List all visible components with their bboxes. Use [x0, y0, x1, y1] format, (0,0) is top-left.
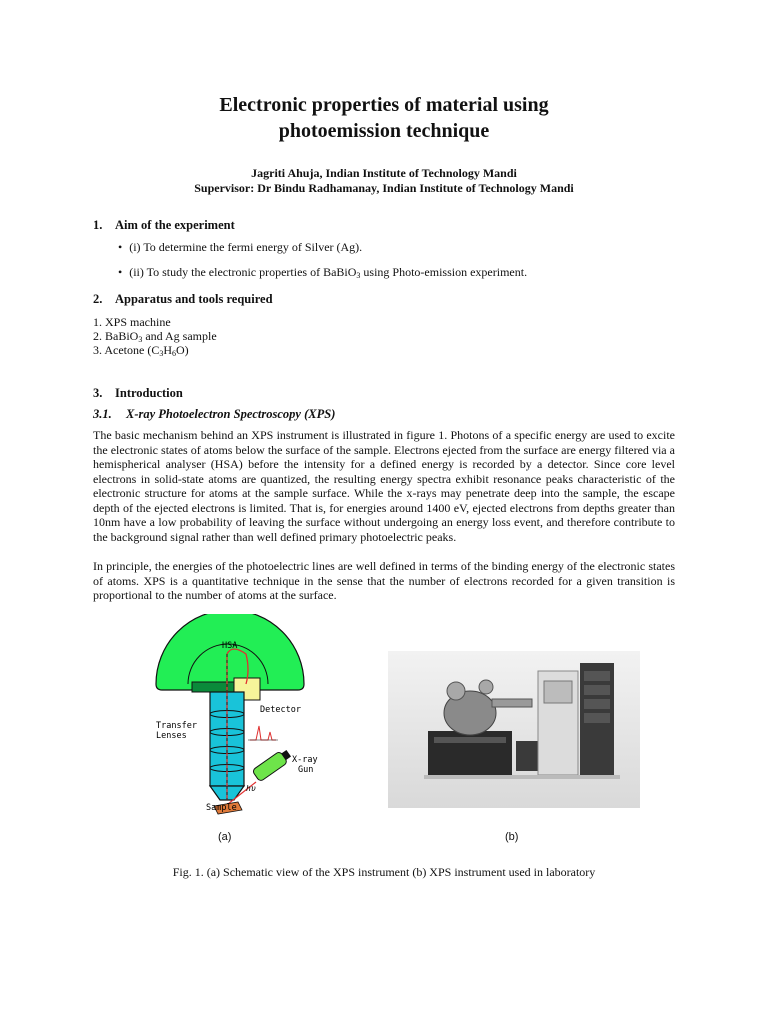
hsa-label: HSA [222, 641, 238, 651]
author-line: Jagriti Ahuja, Indian Institute of Technology Mandi [251, 166, 517, 180]
figure-a-label: (a) [218, 831, 232, 843]
apparatus-list [93, 315, 217, 357]
chamber-flange [447, 682, 465, 700]
author-block [0, 166, 768, 196]
section-heading [93, 386, 183, 401]
section-number: 2. [93, 292, 103, 306]
title-line-1: Electronic properties of material using [219, 94, 549, 116]
section-heading [93, 292, 273, 307]
xps-schematic-figure [128, 614, 332, 850]
sample-label: Sample [206, 803, 237, 813]
gun-label: Gun [298, 765, 314, 775]
list-item: 2. BaBiO$_3$ and Ag sample [93, 329, 217, 344]
rack-unit [584, 699, 610, 709]
list-item [118, 240, 362, 255]
detector-label: Detector [260, 705, 301, 715]
xray-label: X-ray [292, 755, 318, 765]
figure-b-label: (b) [505, 831, 519, 843]
list-item: 3. Acetone $(C_3H_6O)$ [93, 343, 189, 358]
section-title: Aim of the experiment [115, 218, 235, 232]
subsection-title: X-ray Photoelectron Spectroscopy (XPS) [126, 407, 336, 421]
section-title: Apparatus and tools required [115, 292, 273, 306]
section-number: 3. [93, 386, 103, 400]
chamber-flange [479, 680, 493, 694]
subsection-heading [93, 407, 335, 422]
figure-caption: Fig. 1. (a) Schematic view of the XPS instrument (b) XPS instrument used in laboratory [172, 865, 596, 879]
transfer-label: Transfer [156, 721, 197, 731]
section-title: Introduction [115, 386, 183, 400]
list-item: • (ii) To study the electronic properties of BaBiO$_3$ using Photo-emission experiment. [118, 265, 527, 280]
transfer-arm [492, 699, 532, 707]
body-paragraph: The basic mechanism behind an XPS instrument is illustrated in figure 1. Photons of a specific energy are used to excite the electronic states of atoms below the surface of the sample. Electrons ejected from the surface are energy filtered via a hemispherical analyser (HSA) before the intensity for a defined energy is recorded by a detector. Since core level electrons in solid-state atoms are quantized, the resulting energy spectra exhibit resonance peaks characteristic of the electronic structure for atoms at the sample surface. While the x-rays may penetrate deep into the sample, the escape depth of the ejected electrons is limited. That is, for energies around 1400 eV, ejected electrons from depths greater than 10nm have a low probability of leaving the surface without undergoing an energy loss event, and therefore contribute to the background signal rather than well defined primary photoelectric peaks. [93, 428, 675, 544]
section-number: 1. [93, 218, 103, 232]
body-paragraph: In principle, the energies of the photoelectric lines are well defined in terms of the binding energy of the electronic states of atoms. XPS is a quantitative technique in the sense that the number of electrons recorded for a given transition is proportional to the number of atoms at the surface. [93, 559, 675, 602]
rack-unit [584, 685, 610, 695]
rack-unit [584, 671, 610, 681]
hv-label: hυ [246, 784, 256, 793]
lenses-label: Lenses [156, 731, 187, 741]
xps-instrument-photo [388, 651, 640, 808]
rack-unit [544, 681, 572, 703]
cabinet-panel [434, 737, 506, 743]
rack-unit [584, 713, 610, 723]
subsection-number: 3.1. [93, 407, 112, 421]
section-heading [93, 218, 235, 233]
entrance-slit [192, 682, 234, 692]
supervisor-line: Supervisor: Dr Bindu Radhamanay, Indian Institute of Technology Mandi [194, 181, 574, 195]
aim-text: (i) To determine the fermi energy of Silver (Ag). [129, 240, 363, 254]
title-line-2: photoemission technique [278, 120, 490, 142]
paper-title [0, 92, 768, 144]
list-item: 1. XPS machine [93, 315, 171, 329]
floor-shadow [424, 775, 620, 779]
